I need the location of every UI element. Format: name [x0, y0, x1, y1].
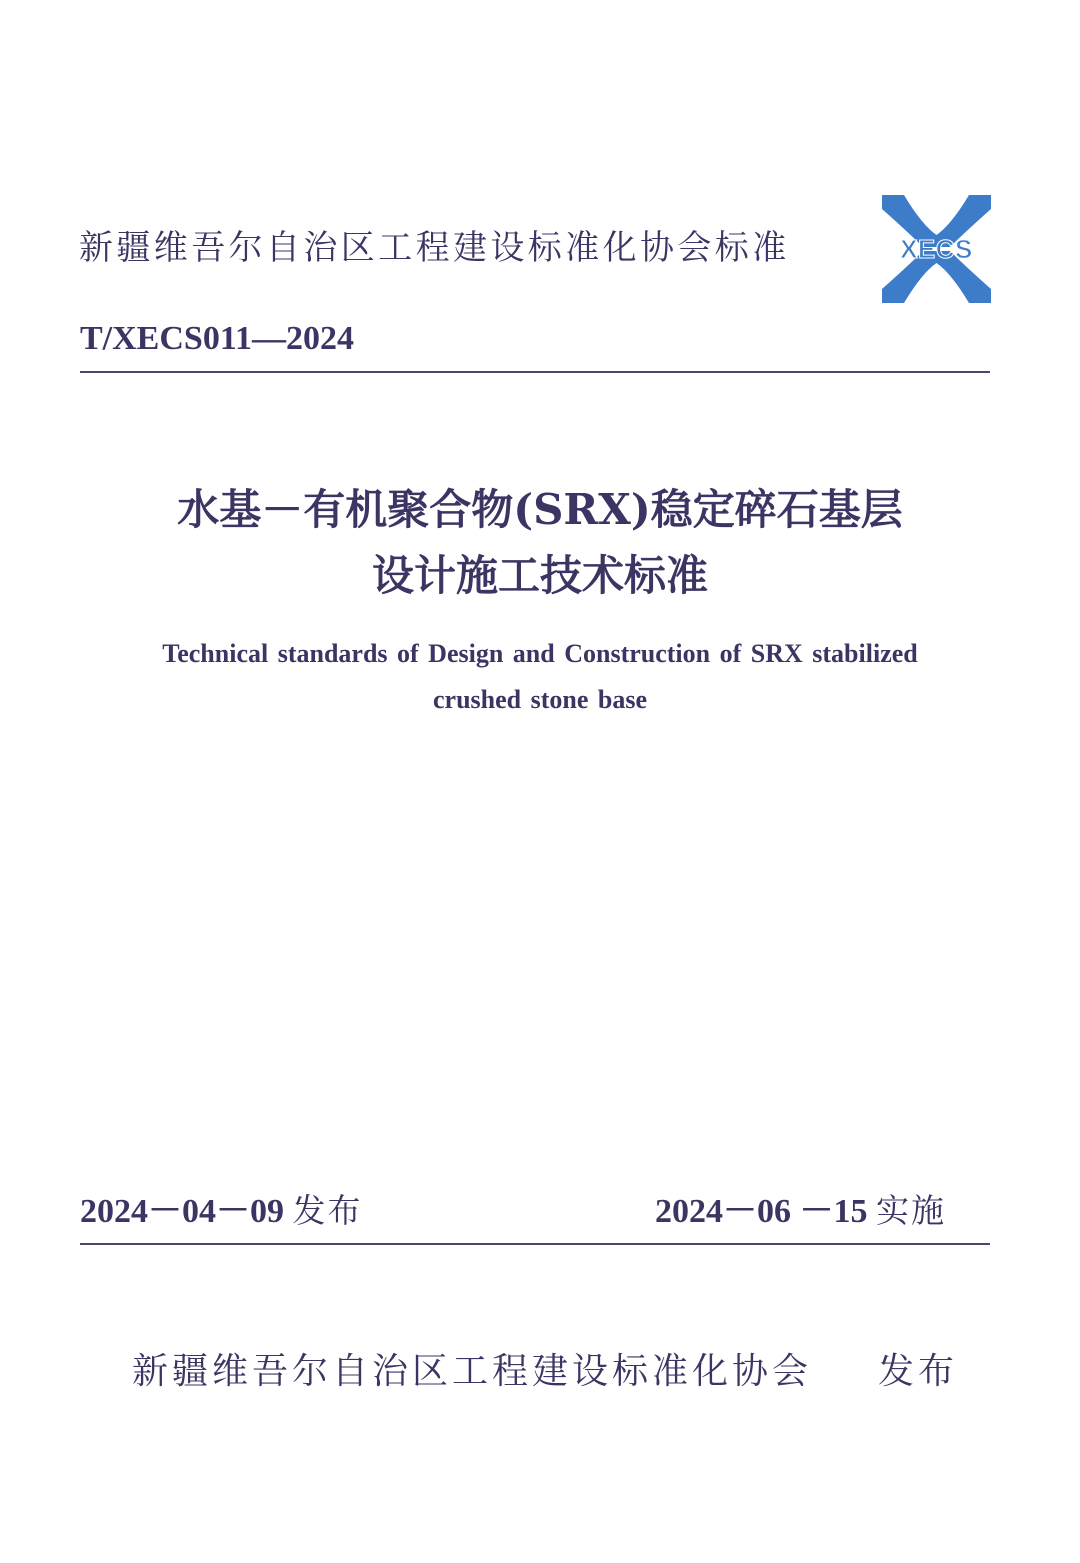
footer-organization: 新疆维吾尔自治区工程建设标准化协会 [132, 1351, 813, 1392]
title-en-line2: crushed stone base [432, 685, 647, 714]
implement-date-block [655, 1189, 946, 1234]
top-divider [80, 371, 990, 373]
bottom-divider [80, 1243, 990, 1245]
implement-date: 2024－06 －15 [655, 1193, 868, 1230]
title-en-line1: Technical standards of Design and Construction of SRX stabilized [162, 639, 918, 668]
issue-label: 发布 [292, 1191, 363, 1230]
footer-publish-label: 发布 [878, 1351, 959, 1392]
implement-label: 实施 [876, 1191, 946, 1230]
issue-date-block [80, 1189, 363, 1234]
title-cn-line2: 设计施工技术标准 [371, 551, 708, 600]
header-organization: 新疆维吾尔自治区工程建设标准化协会标准 [79, 228, 790, 268]
issue-date: 2024－04－09 [80, 1193, 284, 1230]
standard-code: T/XECS011—2024 [80, 320, 354, 357]
title-cn-line1: 水基－有机聚合物(SRX)稳定碎石基层 [177, 485, 903, 534]
logo-text: XECS [900, 234, 973, 264]
xecs-logo [882, 195, 991, 303]
